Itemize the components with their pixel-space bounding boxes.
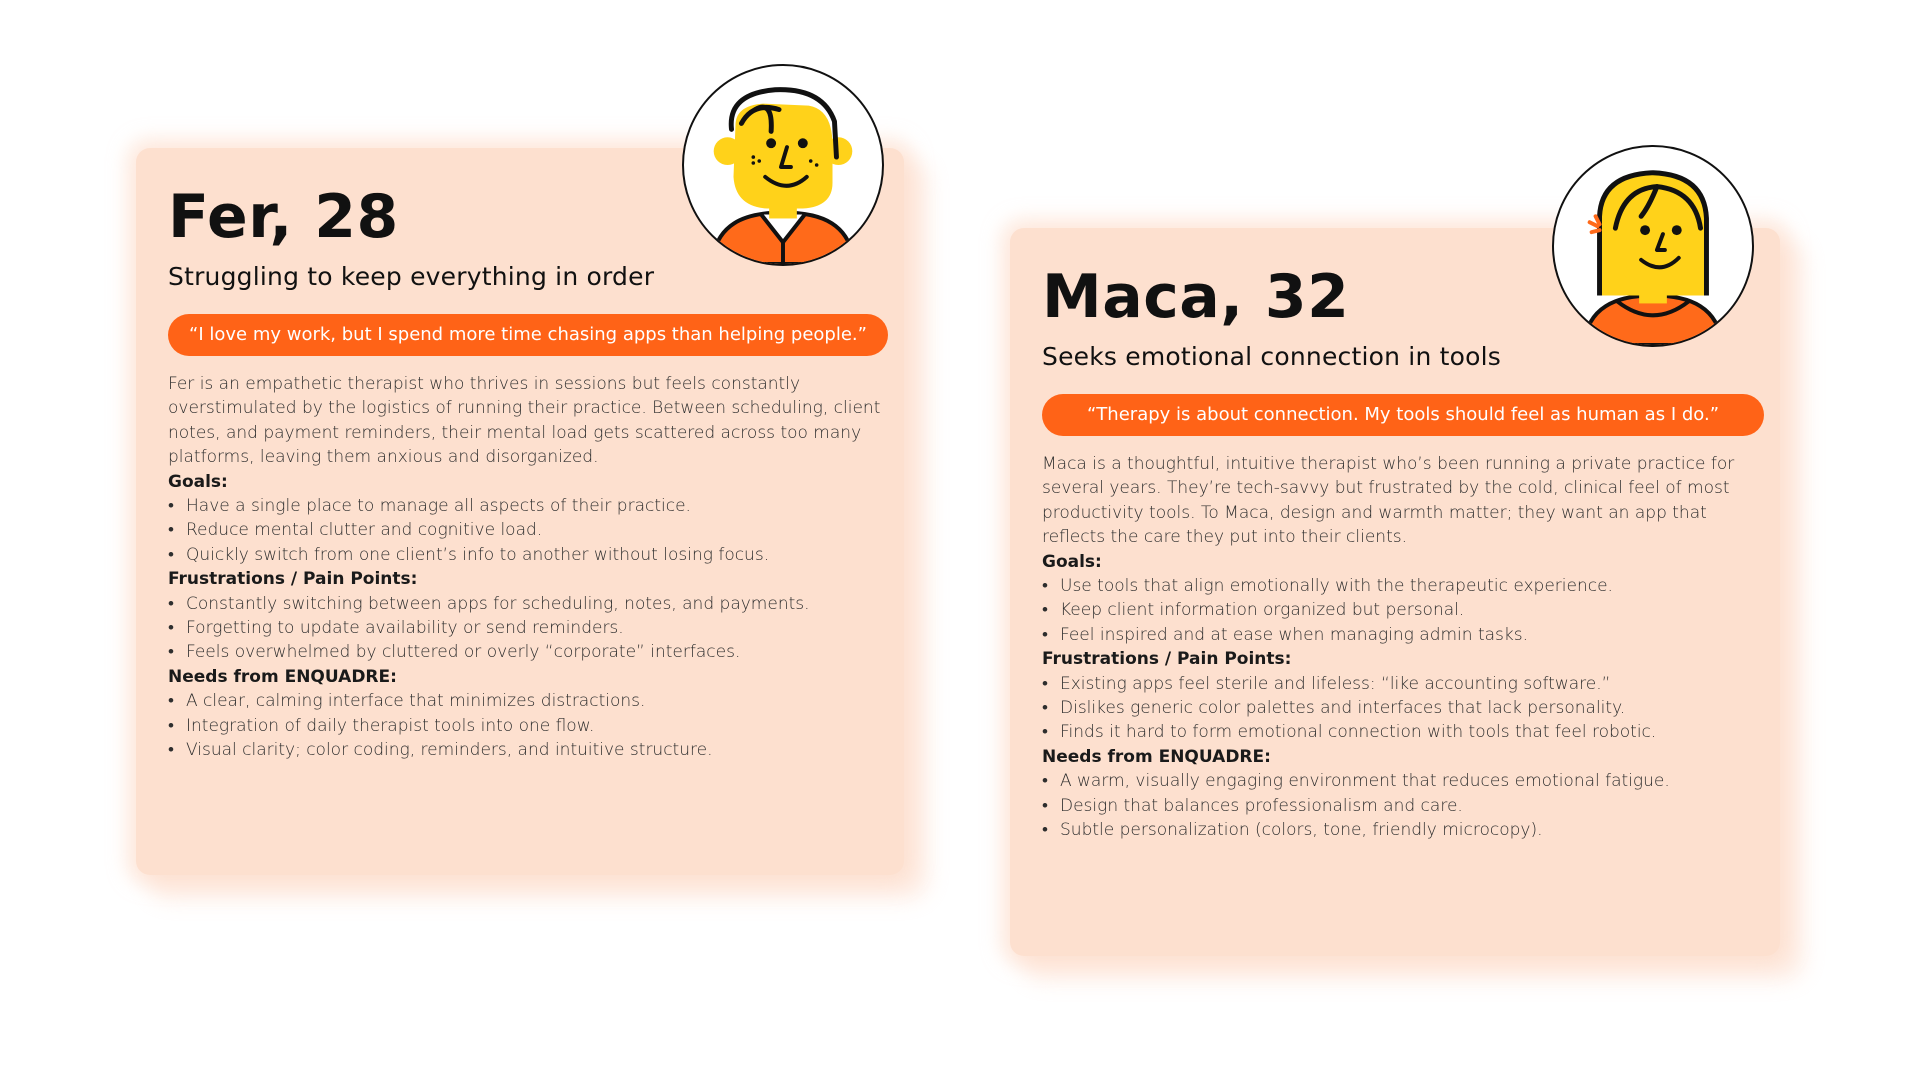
man-face-icon — [682, 64, 884, 266]
list-item: • Reduce mental clutter and cognitive load. — [168, 518, 898, 542]
persona-details — [1042, 452, 1772, 843]
frustrations-heading: Frustrations / Pain Points: — [168, 569, 418, 590]
list-item: • Existing apps feel sterile and lifeless: “like accounting software.” — [1042, 672, 1772, 696]
list-item: • Visual clarity; color coding, reminders, and intuitive structure. — [168, 738, 898, 762]
needs-list — [168, 689, 898, 762]
list-item: • Have a single place to manage all aspects of their practice. — [168, 494, 898, 518]
persona-description: Fer is an empathetic therapist who thrives in sessions but feels constantly overstimulated by the logistics of running their practice. Between scheduling, client notes, and payment reminders, their mental load gets scattered across too many platforms, leaving them anxious and disorganized. — [168, 374, 881, 468]
persona-description: Maca is a thoughtful, intuitive therapist who’s been running a private practice for several years. They’re tech-savvy but frustrated by the cold, clinical feel of most productivity tools. To Maca, design and warmth matter; they want an app that reflects the care they put into their clients. — [1042, 454, 1735, 548]
persona-subtitle: Struggling to keep everything in order — [168, 262, 655, 291]
list-item: • Quickly switch from one client’s info to another without losing focus. — [168, 543, 898, 567]
list-item: • Finds it hard to form emotional connection with tools that feel robotic. — [1042, 720, 1772, 744]
frustrations-list — [1042, 672, 1772, 745]
list-item: • A warm, visually engaging environment that reduces emotional fatigue. — [1042, 769, 1772, 793]
list-item: • A clear, calming interface that minimizes distractions. — [168, 689, 898, 713]
needs-heading: Needs from ENQUADRE: — [168, 666, 397, 687]
list-item: • Forgetting to update availability or send reminders. — [168, 616, 898, 640]
list-item: • Subtle personalization (colors, tone, friendly microcopy). — [1042, 818, 1772, 842]
list-item: • Use tools that align emotionally with the therapeutic experience. — [1042, 574, 1772, 598]
needs-heading: Needs from ENQUADRE: — [1042, 746, 1271, 767]
list-item: • Design that balances professionalism and care. — [1042, 794, 1772, 818]
frustrations-heading: Frustrations / Pain Points: — [1042, 649, 1292, 670]
list-item: • Constantly switching between apps for scheduling, notes, and payments. — [168, 592, 898, 616]
persona-quote: “Therapy is about connection. My tools should feel as human as I do.” — [1042, 394, 1764, 436]
needs-list — [1042, 769, 1772, 842]
persona-quote: “I love my work, but I spend more time chasing apps than helping people.” — [168, 314, 888, 356]
list-item: • Keep client information organized but personal. — [1042, 598, 1772, 622]
frustrations-list — [168, 592, 898, 665]
goals-heading: Goals: — [1042, 551, 1102, 572]
woman-face-icon — [1552, 145, 1754, 347]
list-item: • Feels overwhelmed by cluttered or overly “corporate” interfaces. — [168, 640, 898, 664]
persona-name: Fer, 28 — [168, 182, 399, 252]
persona-subtitle: Seeks emotional connection in tools — [1042, 342, 1502, 371]
persona-name: Maca, 32 — [1042, 262, 1350, 332]
goals-list — [168, 494, 898, 567]
goals-heading: Goals: — [168, 471, 228, 492]
list-item: • Dislikes generic color palettes and interfaces that lack personality. — [1042, 696, 1772, 720]
persona-details — [168, 372, 898, 763]
goals-list — [1042, 574, 1772, 647]
list-item: • Feel inspired and at ease when managing admin tasks. — [1042, 623, 1772, 647]
list-item: • Integration of daily therapist tools into one flow. — [168, 714, 898, 738]
